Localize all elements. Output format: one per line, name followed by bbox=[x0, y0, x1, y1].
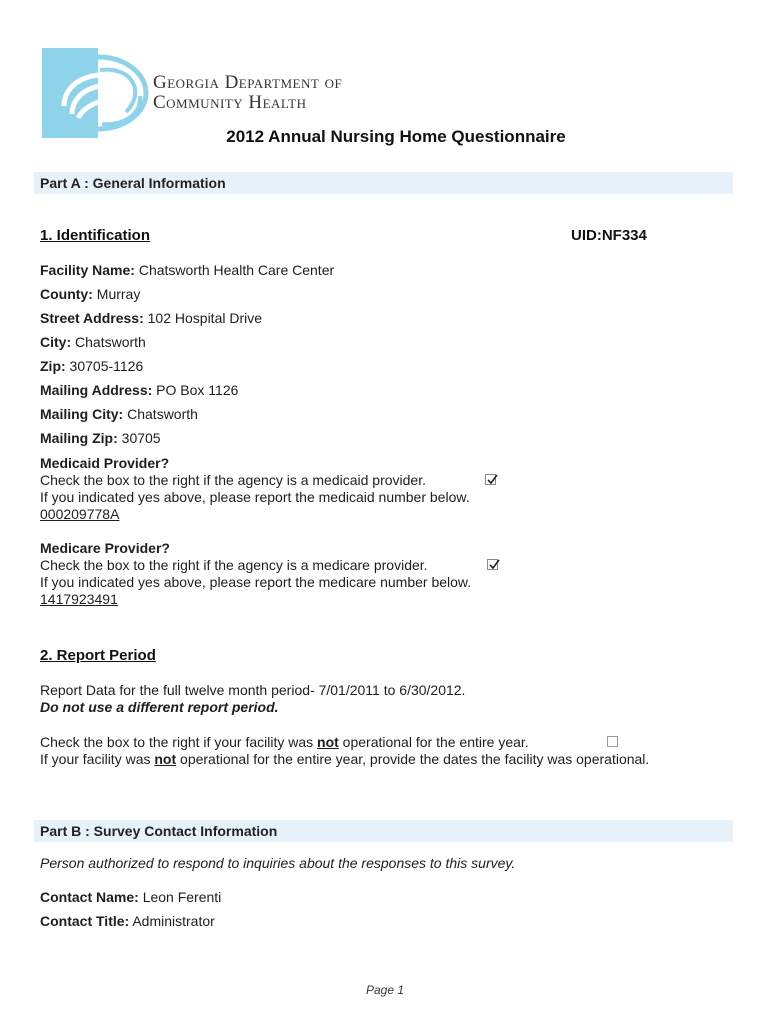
field-mailing-zip bbox=[40, 430, 161, 447]
medicare-report-text: If you indicated yes above, please report the medicare number below. bbox=[40, 574, 472, 590]
report-period-text: Report Data for the full twelve month period- 7/01/2011 to 6/30/2012. bbox=[40, 682, 466, 698]
field-value: Administrator bbox=[132, 913, 215, 929]
report-period-heading bbox=[40, 647, 156, 664]
field-value: Chatsworth Health Care Center bbox=[138, 262, 335, 278]
uid-label: UID:NF334 bbox=[571, 227, 647, 244]
identification-heading-text: 1. Identification bbox=[40, 227, 151, 244]
checkmark-icon bbox=[488, 558, 501, 571]
not-word: not bbox=[154, 751, 177, 767]
not-operational-checkbox[interactable] bbox=[607, 736, 618, 747]
field-facility-name bbox=[40, 262, 334, 279]
field-label: Mailing City: bbox=[40, 406, 124, 422]
medicare-number: 1417923491 bbox=[40, 591, 118, 607]
field-value: 30705-1126 bbox=[69, 358, 144, 374]
field-value: 102 Hospital Drive bbox=[147, 310, 263, 326]
field-label: Mailing Address: bbox=[40, 382, 153, 398]
org-name-line2: Community Health bbox=[153, 92, 307, 113]
part-b-heading: Part B : Survey Contact Information bbox=[34, 820, 733, 842]
report-period-heading-text: 2. Report Period bbox=[40, 647, 156, 664]
field-label: City: bbox=[40, 334, 72, 350]
medicare-checkbox[interactable] bbox=[487, 559, 498, 570]
field-value: Leon Ferenti bbox=[142, 889, 222, 905]
page-number: Page 1 bbox=[365, 983, 405, 997]
medicaid-report-text: If you indicated yes above, please report the medicaid number below. bbox=[40, 489, 470, 505]
document-title: 2012 Annual Nursing Home Questionnaire bbox=[226, 127, 566, 146]
identification-heading bbox=[40, 227, 150, 244]
medicaid-number: 000209778A bbox=[40, 506, 120, 522]
field-street-address bbox=[40, 310, 262, 327]
checkmark-icon bbox=[486, 473, 499, 486]
field-city bbox=[40, 334, 146, 351]
medicaid-question: Medicaid Provider? bbox=[40, 455, 170, 471]
organization-name bbox=[153, 73, 342, 113]
field-zip bbox=[40, 358, 143, 375]
field-label: Facility Name: bbox=[40, 262, 135, 278]
report-period-warning: Do not use a different report period. bbox=[40, 699, 279, 715]
field-contact-name bbox=[40, 889, 221, 906]
part-b-note: Person authorized to respond to inquiries about the responses to this survey. bbox=[40, 855, 516, 871]
org-name-line1: Georgia Department of bbox=[153, 72, 343, 93]
field-value: Chatsworth bbox=[127, 406, 198, 422]
medicaid-check-text: Check the box to the right if the agency is a medicaid provider. bbox=[40, 472, 426, 488]
text-segment: operational for the entire year. bbox=[338, 734, 529, 750]
field-value: Murray bbox=[96, 286, 141, 302]
text-segment: operational for the entire year, provide the dates the facility was operational. bbox=[176, 751, 650, 767]
field-label: Mailing Zip: bbox=[40, 430, 118, 446]
field-label: Contact Title: bbox=[40, 913, 130, 929]
field-value: Chatsworth bbox=[75, 334, 146, 350]
field-mailing-address bbox=[40, 382, 238, 399]
field-value: 30705 bbox=[121, 430, 161, 446]
operational-dates-text bbox=[40, 751, 649, 768]
not-word: not bbox=[317, 734, 339, 750]
field-county bbox=[40, 286, 140, 303]
field-label: Contact Name: bbox=[40, 889, 139, 905]
not-operational-check-text bbox=[40, 734, 529, 751]
field-mailing-city bbox=[40, 406, 198, 423]
text-segment: Check the box to the right if your facility was bbox=[40, 734, 318, 750]
field-label: Street Address: bbox=[40, 310, 144, 326]
field-label: County: bbox=[40, 286, 93, 302]
field-label: Zip: bbox=[40, 358, 66, 374]
medicaid-checkbox[interactable] bbox=[485, 474, 496, 485]
text-segment: If your facility was bbox=[40, 751, 155, 767]
dch-logo bbox=[42, 48, 154, 138]
field-contact-title bbox=[40, 913, 215, 930]
medicare-check-text: Check the box to the right if the agency is a medicare provider. bbox=[40, 557, 428, 573]
medicare-question: Medicare Provider? bbox=[40, 540, 170, 556]
field-value: PO Box 1126 bbox=[156, 382, 239, 398]
part-a-heading: Part A : General Information bbox=[34, 172, 733, 194]
